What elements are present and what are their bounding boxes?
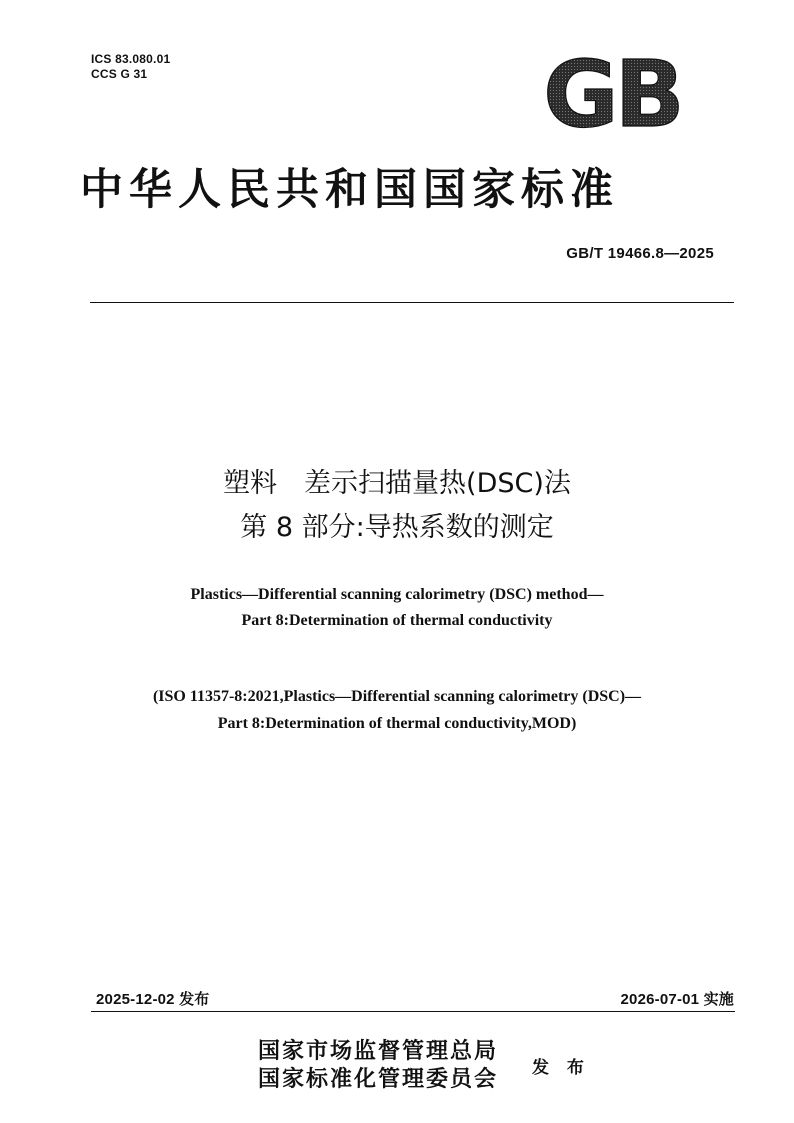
standard-number: GB/T 19466.8—2025 xyxy=(566,245,714,262)
footer-divider xyxy=(91,1011,735,1012)
ccs-code: CCS G 31 xyxy=(91,67,148,81)
issue-word: 发 布 xyxy=(532,1058,590,1078)
chinese-title-line2: 第 8 部分:导热系数的测定 xyxy=(240,512,554,543)
iso-reference-line2: Part 8:Determination of thermal conductivity,MOD) xyxy=(217,715,577,732)
issuer-samr: 国家市场监督管理总局 xyxy=(258,1038,499,1064)
issuer-sac: 国家标准化管理委员会 xyxy=(258,1066,499,1092)
chinese-title xyxy=(0,462,794,550)
english-title-line1: Plastics—Differential scanning calorimetry (DSC) method— xyxy=(190,586,604,603)
issuing-authorities xyxy=(258,1037,498,1093)
implement-date: 2026-07-01 实施 xyxy=(620,991,734,1008)
national-standard-title: 中华人民共和国国家标准 xyxy=(80,165,619,215)
header-divider xyxy=(90,302,734,303)
gb-logo xyxy=(534,50,690,134)
iso-reference-line1: (ISO 11357-8:2021,Plastics—Differential scanning calorimetry (DSC)— xyxy=(152,688,642,705)
classification-codes xyxy=(91,52,170,82)
gb-logo-text: GB xyxy=(543,50,681,134)
chinese-title-line1: 塑料 差示扫描量热(DSC)法 xyxy=(223,468,571,499)
ics-code: ICS 83.080.01 xyxy=(91,52,171,66)
issue-date: 2025-12-02 发布 xyxy=(96,991,210,1008)
iso-reference xyxy=(0,683,794,737)
english-title xyxy=(0,582,794,634)
english-title-line2: Part 8:Determination of thermal conductivity xyxy=(241,612,553,629)
